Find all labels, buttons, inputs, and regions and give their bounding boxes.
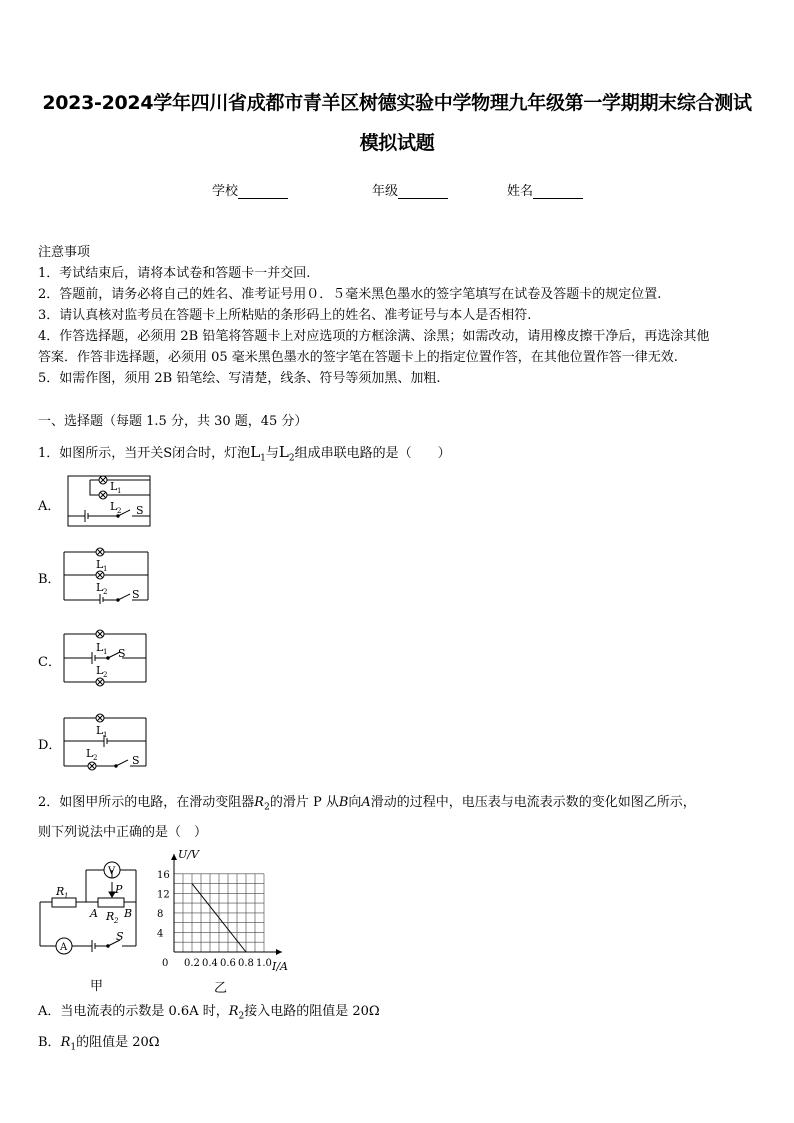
chart-axes <box>171 854 282 955</box>
q1-option-c-label: C． <box>38 655 61 670</box>
page-title: 2023-2024学年四川省成都市青羊区树德实验中学物理九年级第一学期期末综合测试 <box>42 92 752 114</box>
y-axis-arrow <box>171 854 177 860</box>
school-field <box>212 180 288 199</box>
notice-item: 答案．作答非选择题，必须用 05 毫米黑色墨水的签字笔在答题卡上的指定位置作答，在其他位置作答一律无效. <box>38 350 678 365</box>
q2-circuit-diagram <box>36 858 146 964</box>
q2-option-a-text-a: A．当电流表的示数是 0.6A 时， <box>38 1004 229 1019</box>
q2-option-b-text-b: 的阻值是 20Ω <box>76 1035 160 1050</box>
circuit-c-diagram <box>60 626 160 688</box>
label-l2-sub: 2 <box>103 671 108 679</box>
label-l1-sub: 1 <box>103 648 108 656</box>
circuit-b-diagram <box>60 544 160 604</box>
voltmeter-label: V <box>108 866 116 877</box>
q1-l2: L <box>278 443 289 461</box>
chart-y-label: U/V <box>178 848 199 861</box>
grade-label: 年级 <box>372 184 399 199</box>
x-tick-label: 0 <box>162 958 169 969</box>
q1-option-a-label: A． <box>38 499 61 514</box>
r2-sub: 2 <box>114 917 119 925</box>
q2-option-b-text-a: B． <box>38 1035 61 1050</box>
ammeter-label: A <box>60 942 68 953</box>
notice-item: 5．如需作图，须用 2B 铅笔绘、写清楚，线条、符号等须加黑、加粗. <box>38 371 441 386</box>
q2-stem-b: 的滑片 P 从 <box>269 795 339 810</box>
x-tick-label: 0.8 <box>238 958 254 969</box>
notice-block <box>38 242 763 389</box>
chart-grid <box>174 874 264 952</box>
notice-heading: 注意事项 <box>38 245 91 260</box>
label-l1-sub: 1 <box>103 565 108 573</box>
q2-option-a-sub: 2 <box>238 1011 245 1022</box>
y-tick-label: 16 <box>157 869 170 881</box>
q2-a: A <box>361 795 371 810</box>
q2-option-a <box>38 1000 380 1022</box>
chart-x-label: I/A <box>272 960 288 972</box>
x-tick-label: 1.0 <box>256 958 272 969</box>
fig-jia-caption: 甲 <box>90 979 104 994</box>
p-label: P <box>115 883 123 896</box>
chart-x-ticks <box>162 958 272 969</box>
label-l2: L <box>86 747 94 760</box>
q2-option-a-text-b: 接入电路的阻值是 20Ω <box>244 1004 380 1019</box>
q1-l1: L <box>250 443 261 461</box>
s-label: S <box>116 930 124 943</box>
q2-option-b <box>38 1031 160 1053</box>
label-l2: L <box>96 664 104 677</box>
notice-item: 1．考试结束后，请将本试卷和答题卡一并交回. <box>38 266 311 281</box>
q2-b: B <box>338 795 349 810</box>
label-l1: L <box>96 724 104 737</box>
label-s: S <box>136 504 144 517</box>
q1-option-b-label: B． <box>38 572 61 587</box>
chart-y-ticks <box>157 870 170 940</box>
label-l2-sub: 2 <box>103 588 108 596</box>
label-l2: L <box>110 500 118 513</box>
x-tick-label: 0.6 <box>220 958 236 969</box>
circuit-d-diagram <box>60 710 160 772</box>
question-2-stem-line1 <box>38 791 696 813</box>
q1-l2-sub: 2 <box>288 453 295 464</box>
notice-item: 2．答题前，请务必将自己的姓名、准考证号用０．５毫米黑色墨水的签字笔填写在试卷及答题卡的规定位置. <box>38 287 662 302</box>
x-axis-arrow <box>276 949 282 955</box>
label-l2-sub: 2 <box>117 507 122 515</box>
q2-option-a-r: R <box>228 1004 239 1019</box>
notice-item: 3．请认真核对监考员在答题卡上所粘贴的条形码上的姓名、准考证号与本人是否相符. <box>38 308 532 323</box>
q2-dir: 向 <box>348 795 362 810</box>
question-2-stem-line2: 则下列说法中正确的是（ ） <box>38 825 208 840</box>
q2-stem-c: 滑动的过程中，电压表与电流表示数的变化如图乙所示， <box>370 795 696 810</box>
q2-option-b-sub: 1 <box>70 1042 77 1053</box>
label-l1: L <box>96 641 104 654</box>
q2-ui-graph <box>152 844 300 972</box>
q1-stem-b: 组成串联电路的是（ ） <box>294 446 451 461</box>
q2-stem-a: 2．如图甲所示的电路，在滑动变阻器 <box>38 795 255 810</box>
label-l1-sub: 1 <box>103 731 108 739</box>
y-tick-label: 4 <box>157 928 164 940</box>
page-subtitle: 模拟试题 <box>359 132 435 154</box>
r1-sub: 1 <box>64 892 69 900</box>
y-tick-label: 8 <box>157 908 164 920</box>
fig-yi-caption: 乙 <box>214 981 228 996</box>
q2-r2: R <box>254 795 265 810</box>
a-label: A <box>90 907 98 920</box>
name-label: 姓名 <box>507 184 534 199</box>
notice-item: 4．作答选择题，必须用 2B 铅笔将答题卡上对应选项的方框涂满、涂黑；如需改动，请用橡皮擦干净后，再选涂其他 <box>38 329 710 344</box>
label-l1: L <box>96 558 104 571</box>
grade-field <box>372 180 448 199</box>
q2-option-b-r: R <box>60 1035 71 1050</box>
y-tick-label: 12 <box>157 889 170 901</box>
name-field <box>507 180 583 199</box>
question-1-stem <box>38 442 451 464</box>
label-l1-sub: 1 <box>117 487 122 495</box>
b-label: B <box>124 907 133 920</box>
q1-option-d-label: D． <box>38 738 62 753</box>
section-heading: 一、选择题（每题 1.5 分，共 30 题，45 分） <box>38 414 308 429</box>
label-s: S <box>118 647 126 660</box>
q2-r2-sub: 2 <box>264 802 270 813</box>
label-l1: L <box>110 480 118 493</box>
q1-l1-sub: 1 <box>260 453 266 464</box>
r2-label: R <box>106 910 115 923</box>
label-s: S <box>132 754 140 767</box>
school-blank <box>238 184 288 199</box>
grade-blank <box>398 184 448 199</box>
label-l2-sub: 2 <box>93 754 98 762</box>
x-tick-label: 0.2 <box>184 958 200 969</box>
name-blank <box>533 184 583 199</box>
r1-label: R <box>56 885 65 898</box>
label-l2: L <box>96 581 104 594</box>
school-label: 学校 <box>212 184 239 199</box>
q1-stem-a: 1．如图所示，当开关S闭合时，灯泡 <box>38 446 251 461</box>
circuit-a-diagram <box>60 470 160 534</box>
q1-mid: 与 <box>265 446 279 461</box>
label-s: S <box>132 588 140 601</box>
x-tick-label: 0.4 <box>202 958 218 969</box>
